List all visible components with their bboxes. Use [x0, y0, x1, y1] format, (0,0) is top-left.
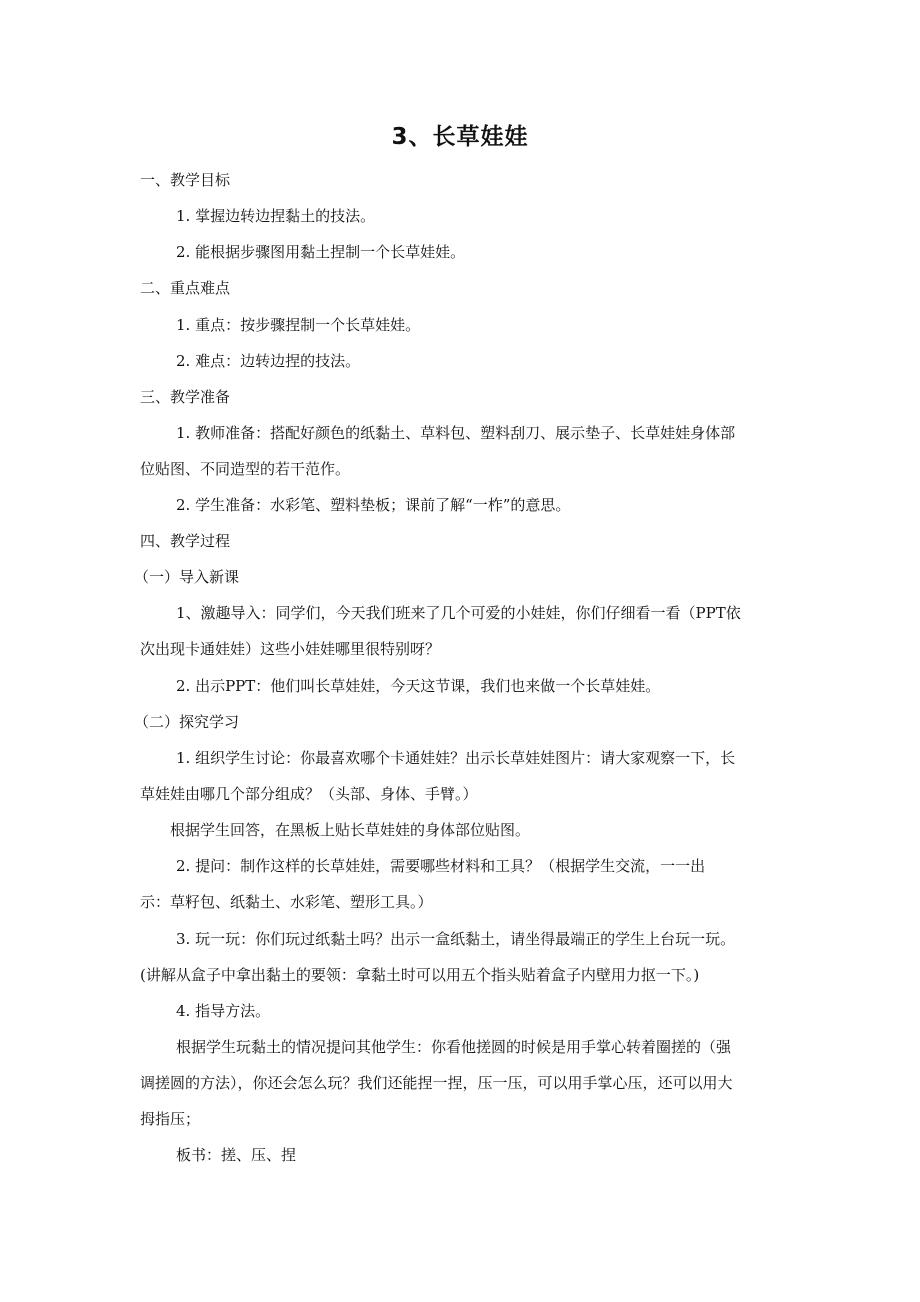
intro-item-1-line-1: 1、激趣导入：同学们，今天我们班来了几个可爱的小娃娃，你们仔细看一看（PPT依 — [176, 604, 741, 622]
key-point-item-1: 1. 重点：按步骤捏制一个长草娃娃。 — [176, 316, 421, 334]
intro-item-2: 2. 出示PPT：他们叫长草娃娃，今天这节课，我们也来做一个长草娃娃。 — [176, 677, 661, 695]
preparation-item-2: 2. 学生准备：水彩笔、塑料垫板；课前了解“一柞”的意思。 — [176, 496, 571, 514]
board-writing: 板书：搓、压、捏 — [176, 1146, 297, 1164]
section-heading-key-points: 二、重点难点 — [140, 279, 231, 297]
explore-item-4: 4. 指导方法。 — [176, 1002, 271, 1020]
objective-item-1: 1. 掌握边转边捏黏土的技法。 — [176, 207, 376, 225]
explore-method-paragraph-line-1: 根据学生玩黏土的情况提问其他学生：你看他搓圆的时候是用手掌心转着圈搓的（强 — [176, 1038, 732, 1056]
subsection-heading-explore: （二）探究学习 — [134, 713, 240, 731]
objective-item-2: 2. 能根据步骤图用黏土捏制一个长草娃娃。 — [176, 243, 466, 261]
subsection-heading-intro: （一）导入新课 — [134, 568, 240, 586]
section-heading-preparation: 三、教学准备 — [140, 388, 231, 406]
key-point-item-2: 2. 难点：边转边捏的技法。 — [176, 352, 361, 370]
explore-item-2-line-1: 2. 提问：制作这样的长草娃娃，需要哪些材料和工具？（根据学生交流，一一出 — [176, 857, 706, 875]
section-heading-objectives: 一、教学目标 — [140, 171, 231, 189]
explore-item-2-line-2: 示：草籽包、纸黏土、水彩笔、塑形工具。） — [140, 893, 433, 911]
explore-method-paragraph-line-3: 拇指压； — [140, 1110, 201, 1128]
explore-item-1-note: 根据学生回答，在黑板上贴长草娃娃的身体部位贴图。 — [170, 821, 531, 839]
explore-method-paragraph-line-2: 调搓圆的方法），你还会怎么玩？我们还能捏一捏，压一压，可以用手掌心压，还可以用大 — [140, 1074, 733, 1092]
explore-item-1-line-2: 草娃娃由哪几个部分组成？（头部、身体、手臂。） — [140, 785, 478, 803]
preparation-item-1-line-1: 1. 教师准备：搭配好颜色的纸黏土、草料包、塑料刮刀、展示垫子、长草娃娃身体部 — [176, 424, 736, 442]
preparation-item-1-line-2: 位贴图、不同造型的若干范作。 — [140, 460, 351, 478]
explore-item-3-line-2: (讲解从盒子中拿出黏土的要领：拿黏土时可以用五个指头贴着盒子内壁用力抠一下。) — [140, 966, 700, 984]
document-title: 3、长草娃娃 — [391, 124, 529, 150]
section-heading-process: 四、教学过程 — [140, 532, 231, 550]
intro-item-1-line-2: 次出现卡通娃娃）这些小娃娃哪里很特别呀？ — [140, 640, 441, 658]
explore-item-3-line-1: 3. 玩一玩：你们玩过纸黏土吗？出示一盒纸黏土，请坐得最端正的学生上台玩一玩。 — [176, 930, 736, 948]
explore-item-1-line-1: 1. 组织学生讨论：你最喜欢哪个卡通娃娃？出示长草娃娃图片：请大家观察一下，长 — [176, 749, 736, 767]
